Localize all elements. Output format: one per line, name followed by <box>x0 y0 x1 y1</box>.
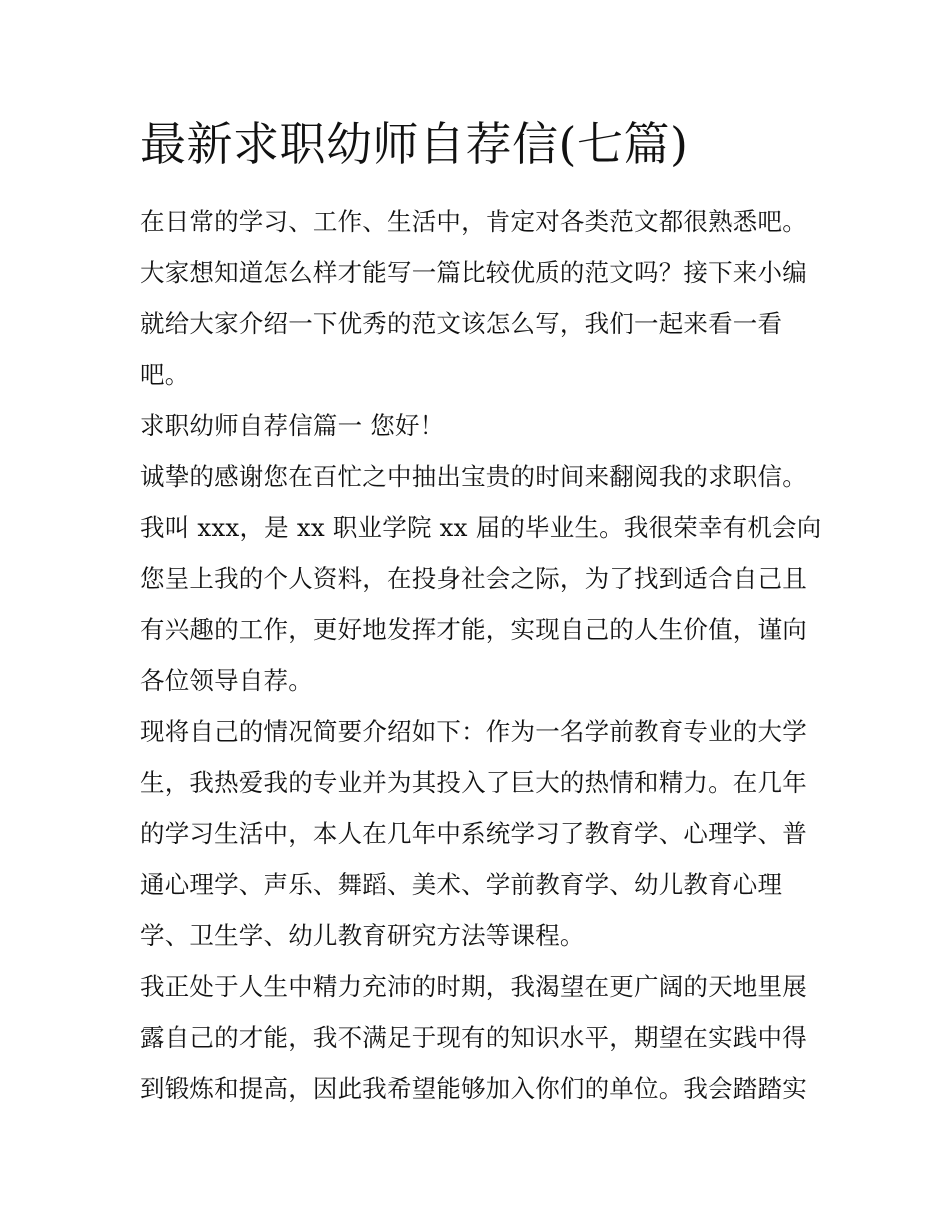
paragraph-line: 我叫 xxx，是 xx 职业学院 xx 届的毕业生。我很荣幸有机会向 <box>140 513 822 542</box>
paragraph-line: 现将自己的情况简要介绍如下：作为一名学前教育专业的大学 <box>140 717 807 746</box>
paragraph-line: 通心理学、声乐、舞蹈、美术、学前教育学、幼儿教育心理 <box>140 870 783 899</box>
paragraph-line: 有兴趣的工作，更好地发挥才能，实现自己的人生价值，谨向 <box>140 615 807 644</box>
paragraph-line: 我正处于人生中精力充沛的时期，我渴望在更广阔的天地里展 <box>140 972 807 1001</box>
paragraph-line: 在日常的学习、工作、生活中，肯定对各类范文都很熟悉吧。 <box>140 207 807 236</box>
paragraph-line: 各位领导自荐。 <box>140 666 313 695</box>
section-heading-line: 求职幼师自荐信篇一 您好！ <box>140 411 445 440</box>
paragraph-line: 学、卫生学、幼儿教育研究方法等课程。 <box>140 921 585 950</box>
paragraph-line: 露自己的才能，我不满足于现有的知识水平，期望在实践中得 <box>140 1023 807 1052</box>
document-body <box>140 196 830 1114</box>
document-title: 最新求职幼师自荐信(七篇) <box>140 117 689 171</box>
paragraph-line: 的学习生活中，本人在几年中系统学习了教育学、心理学、普 <box>140 819 807 848</box>
paragraph-line: 到锻炼和提高，因此我希望能够加入你们的单位。我会踏踏实 <box>140 1074 807 1103</box>
paragraph-line: 生，我热爱我的专业并为其投入了巨大的热情和精力。在几年 <box>140 768 807 797</box>
paragraph-line: 就给大家介绍一下优秀的范文该怎么写，我们一起来看一看 <box>140 309 783 338</box>
paragraph-line: 大家想知道怎么样才能写一篇比较优质的范文吗？接下来小编 <box>140 258 807 287</box>
paragraph-line: 吧。 <box>140 360 190 389</box>
paragraph-line: 诚挚的感谢您在百忙之中抽出宝贵的时间来翻阅我的求职信。 <box>140 462 807 491</box>
paragraph-line: 您呈上我的个人资料，在投身社会之际，为了找到适合自己且 <box>140 564 807 593</box>
